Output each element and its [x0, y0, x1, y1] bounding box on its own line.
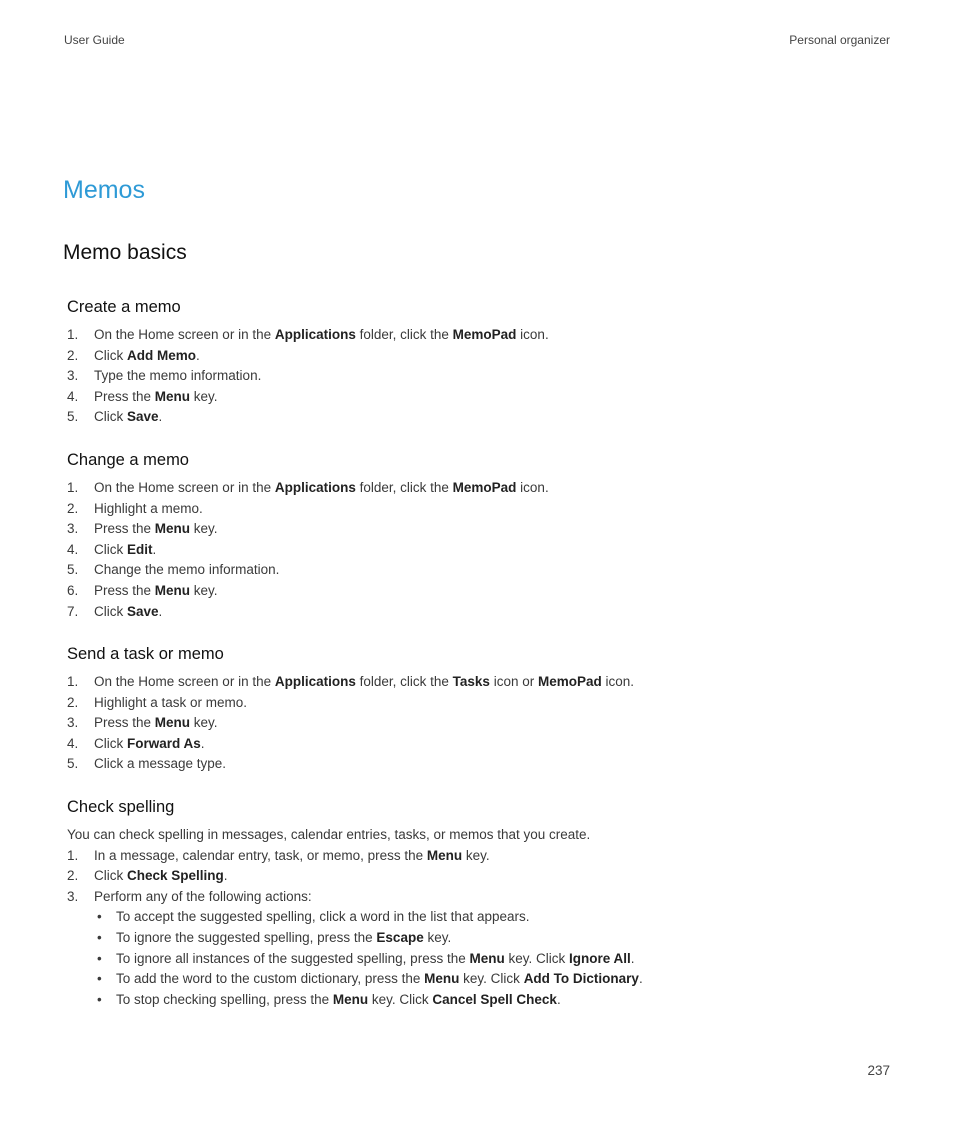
step-text: key. Click	[504, 950, 569, 966]
step-text: Press the	[94, 582, 155, 598]
step-item	[67, 734, 887, 755]
ui-term: Save	[127, 409, 159, 425]
step-number: 2.	[67, 694, 79, 710]
section-heading: Change a memo	[67, 451, 189, 469]
step-text: key. Click	[459, 971, 524, 987]
ui-term: Menu	[426, 847, 463, 863]
step-number: 3.	[67, 368, 79, 384]
bullet-item	[67, 907, 887, 928]
ui-term: Applications	[274, 674, 356, 689]
step-text: .	[630, 950, 635, 966]
bullet-icon: •	[97, 991, 102, 1007]
section-change-memo	[67, 450, 887, 622]
ui-term: Menu	[424, 971, 460, 987]
step-text: folder, click the	[355, 480, 453, 495]
bullet-icon: •	[97, 929, 102, 945]
step-item	[67, 713, 887, 734]
step-text: folder, click the	[355, 674, 453, 689]
bullet-item	[67, 990, 887, 1011]
bullet-item	[67, 969, 887, 990]
step-text: .	[158, 603, 163, 619]
step-text: key.	[190, 715, 218, 731]
step-text: .	[158, 409, 163, 425]
step-text: Click	[94, 347, 127, 363]
step-item	[67, 754, 887, 775]
step-text: Click	[94, 409, 127, 425]
step-number: 7.	[67, 603, 79, 619]
bullet-item	[67, 928, 887, 949]
ui-term: Ignore All	[568, 950, 631, 966]
step-text: To add the word to the custom dictionary, press the	[116, 971, 425, 987]
ui-term: Save	[127, 603, 159, 619]
bullet-icon: •	[97, 909, 102, 925]
step-text: Click a message type.	[94, 756, 227, 772]
step-item	[67, 581, 887, 602]
step-item	[67, 346, 887, 367]
step-text: To accept the suggested spelling, click a word in the list that appears.	[116, 909, 530, 925]
section-create-memo	[67, 297, 887, 428]
bullet-icon: •	[97, 950, 102, 966]
step-item	[67, 672, 887, 693]
step-item	[67, 887, 887, 908]
step-text: icon.	[516, 480, 549, 495]
bullet-icon: •	[97, 971, 102, 987]
step-text: Press the	[94, 521, 155, 537]
ui-term: Applications	[274, 480, 356, 495]
step-text: icon.	[516, 327, 549, 342]
step-item	[67, 846, 887, 867]
ui-term: Tasks	[452, 674, 490, 689]
section-intro: You can check spelling in messages, calendar entries, tasks, or memos that you create.	[67, 827, 591, 842]
steps-list	[67, 325, 887, 428]
ui-term: MemoPad	[452, 480, 517, 495]
step-text: .	[152, 541, 157, 557]
steps-list	[67, 672, 887, 775]
step-number: 5.	[67, 562, 79, 578]
running-header-right: Personal organizer	[789, 33, 890, 47]
step-text: Perform any of the following actions:	[94, 888, 312, 904]
bullet-list	[67, 907, 887, 1010]
step-item	[67, 366, 887, 387]
steps-list	[67, 478, 887, 622]
page-number: 237	[867, 1063, 890, 1078]
step-text: Click	[94, 868, 127, 884]
step-text: key.	[190, 521, 218, 537]
step-number: 4.	[67, 735, 79, 751]
section-heading: Create a memo	[67, 298, 181, 316]
section-send-task-or-memo	[67, 644, 887, 775]
step-text: On the Home screen or in the	[94, 327, 275, 342]
step-number: 5.	[67, 756, 79, 772]
bullet-item	[67, 949, 887, 970]
step-item	[67, 866, 887, 887]
step-number: 2.	[67, 347, 79, 363]
step-number: 6.	[67, 582, 79, 598]
section-heading: Check spelling	[67, 798, 175, 816]
step-text: key.	[423, 929, 452, 945]
page-title: Memos	[63, 176, 145, 204]
step-item	[67, 387, 887, 408]
step-item	[67, 602, 887, 623]
ui-term: Cancel Spell Check	[432, 991, 557, 1007]
step-number: 4.	[67, 541, 79, 557]
step-text: .	[223, 868, 228, 884]
step-text: Click	[94, 603, 127, 619]
step-text: .	[200, 735, 205, 751]
ui-term: Menu	[469, 950, 505, 966]
step-text: Press the	[94, 715, 155, 731]
step-item	[67, 478, 887, 499]
step-number: 3.	[67, 521, 79, 537]
ui-term: Menu	[154, 388, 191, 404]
step-item	[67, 560, 887, 581]
ui-term: MemoPad	[537, 674, 602, 689]
step-text: key.	[190, 582, 218, 598]
step-text: Highlight a memo.	[94, 500, 203, 516]
step-number: 5.	[67, 409, 79, 425]
step-text: icon.	[601, 674, 635, 689]
step-text: Press the	[94, 388, 155, 404]
step-text: key.	[462, 847, 490, 863]
step-item	[67, 325, 887, 346]
step-text: In a message, calendar entry, task, or memo, press the	[94, 847, 427, 863]
ui-term: Applications	[274, 327, 356, 342]
step-text: Click	[94, 541, 127, 557]
running-header-left: User Guide	[64, 33, 125, 47]
ui-term: Menu	[154, 521, 191, 537]
step-item	[67, 519, 887, 540]
step-text: On the Home screen or in the	[94, 480, 275, 495]
step-number: 3.	[67, 715, 79, 731]
step-number: 1.	[67, 674, 79, 689]
step-item	[67, 499, 887, 520]
ui-term: Menu	[154, 582, 191, 598]
step-text: .	[556, 991, 561, 1007]
step-text: key. Click	[368, 991, 433, 1007]
ui-term: Escape	[376, 929, 424, 945]
ui-term: Edit	[127, 541, 153, 557]
step-text: To ignore the suggested spelling, press the	[116, 929, 377, 945]
step-item	[67, 540, 887, 561]
step-text: icon or	[489, 674, 538, 689]
step-text: Click	[94, 735, 127, 751]
step-number: 1.	[67, 847, 79, 863]
step-text: Change the memo information.	[94, 562, 280, 578]
step-number: 3.	[67, 888, 79, 904]
step-number: 4.	[67, 388, 79, 404]
step-item	[67, 407, 887, 428]
step-number: 1.	[67, 480, 79, 495]
ui-term: Forward As	[127, 735, 201, 751]
step-text: To stop checking spelling, press the	[116, 991, 333, 1007]
ui-term: MemoPad	[452, 327, 517, 342]
section-check-spelling	[67, 797, 887, 1010]
ui-term: Menu	[154, 715, 191, 731]
step-text: To ignore all instances of the suggested spelling, press the	[116, 950, 470, 966]
steps-list	[67, 846, 887, 908]
section-title: Memo basics	[63, 241, 187, 264]
section-heading: Send a task or memo	[67, 645, 224, 663]
step-number: 2.	[67, 868, 79, 884]
ui-term: Check Spelling	[127, 868, 224, 884]
step-number: 1.	[67, 327, 79, 342]
step-text: .	[196, 347, 200, 363]
step-text: Type the memo information.	[94, 368, 262, 384]
ui-term: Menu	[332, 991, 369, 1007]
ui-term: Add Memo	[127, 347, 196, 363]
step-text: key.	[190, 388, 218, 404]
step-number: 2.	[67, 500, 79, 516]
step-text: Highlight a task or memo.	[94, 694, 248, 710]
step-text: .	[638, 971, 643, 987]
step-text: On the Home screen or in the	[94, 674, 275, 689]
step-item	[67, 693, 887, 714]
step-text: folder, click the	[355, 327, 453, 342]
ui-term: Add To Dictionary	[523, 971, 639, 987]
